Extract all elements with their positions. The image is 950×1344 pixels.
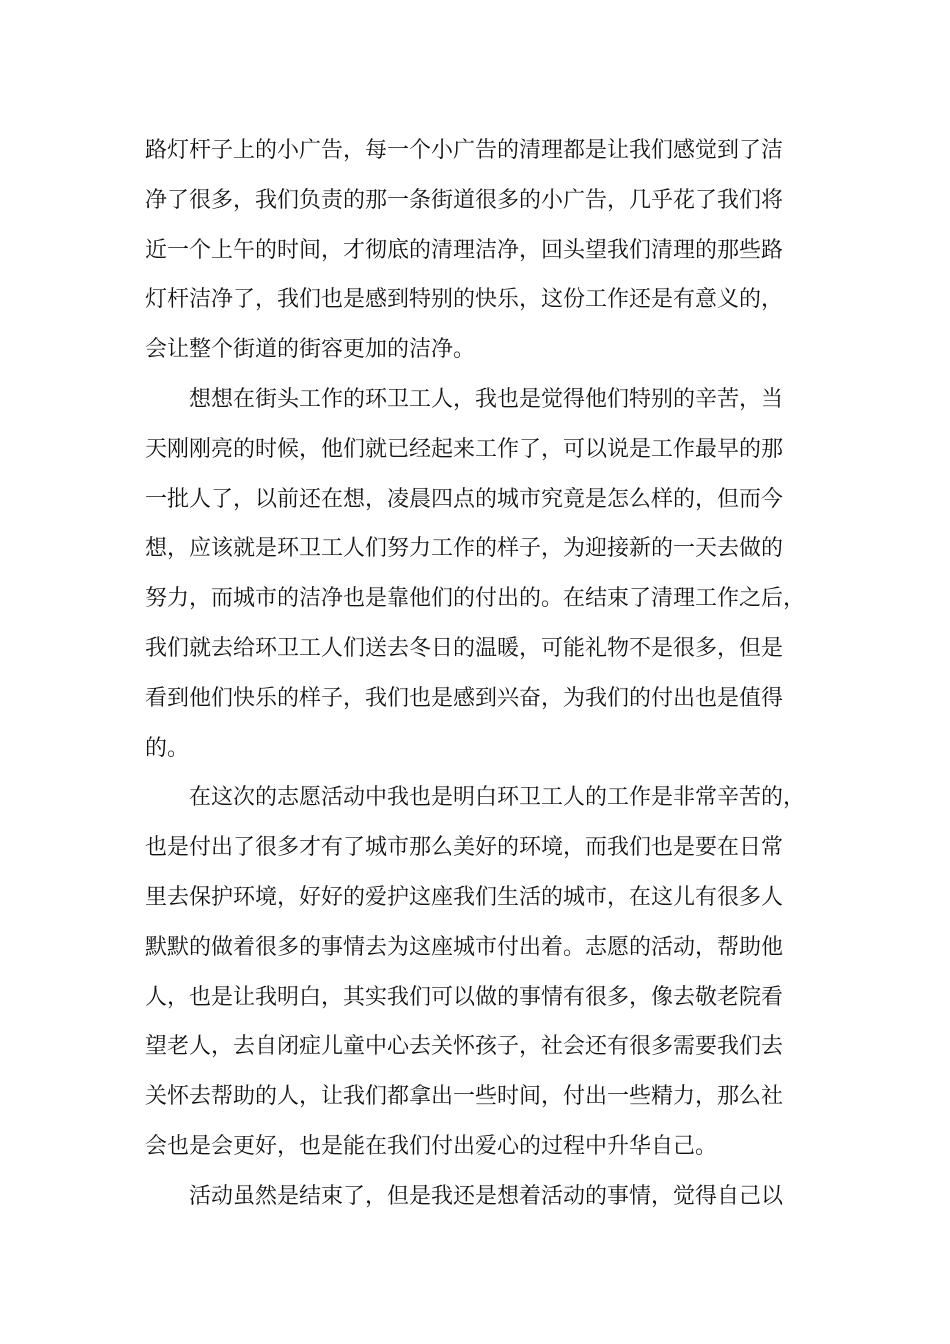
document-page <box>145 126 810 1222</box>
paragraph-2 <box>145 375 810 773</box>
text-line: 一批人了，以前还在想，凌晨四点的城市究竟是怎么样的，但而今 <box>145 486 784 512</box>
text-line: 看到他们快乐的样子，我们也是感到兴奋，为我们的付出也是值得 <box>145 685 784 711</box>
text-line: 近一个上午的时间，才彻底的清理洁净，回头望我们清理的那些路 <box>145 237 784 263</box>
text-line: 想，应该就是环卫工人们努力工作的样子，为迎接新的一天去做的 <box>145 536 784 562</box>
text-line: 想想在街头工作的环卫工人，我也是觉得他们特别的辛苦，当 <box>189 386 784 412</box>
text-line: 路灯杆子上的小广告，每一个小广告的清理都是让我们感觉到了洁 <box>145 138 784 163</box>
text-line: 在这次的志愿活动中我也是明白环卫工人的工作是非常辛苦的， <box>189 785 806 811</box>
text-line: 里去保护环境，好好的爱护这座我们生活的城市，在这儿有很多人 <box>145 884 784 910</box>
text-line: 灯杆洁净了，我们也是感到特别的快乐，这份工作还是有意义的， <box>145 287 784 313</box>
text-line: 人，也是让我明白，其实我们可以做的事情有很多，像去敬老院看 <box>145 984 784 1010</box>
text-line: 的。 <box>145 735 190 761</box>
text-line: 努力，而城市的洁净也是靠他们的付出的。在结束了清理工作之后， <box>145 586 806 612</box>
text-line: 净了很多，我们负责的那一条街道很多的小广告，几乎花了我们将 <box>145 187 784 213</box>
paragraph-1 <box>145 126 810 375</box>
paragraph-3 <box>145 773 810 1171</box>
paragraph-4 <box>145 1172 810 1222</box>
text-line: 也是付出了很多才有了城市那么美好的环境，而我们也是要在日常 <box>145 835 784 861</box>
text-line: 天刚刚亮的时候，他们就已经起来工作了，可以说是工作最早的那 <box>145 436 784 462</box>
text-line: 关怀去帮助的人，让我们都拿出一些时间，付出一些精力，那么社 <box>145 1084 784 1110</box>
text-line: 会也是会更好，也是能在我们付出爱心的过程中升华自己。 <box>145 1133 718 1159</box>
text-line: 活动虽然是结束了，但是我还是想着活动的事情，觉得自己以 <box>189 1183 784 1209</box>
text-line: 我们就去给环卫工人们送去冬日的温暖，可能礼物不是很多，但是 <box>145 635 784 661</box>
text-line: 默默的做着很多的事情去为这座城市付出着。志愿的活动，帮助他 <box>145 934 784 960</box>
text-line: 望老人，去自闭症儿童中心去关怀孩子，社会还有很多需要我们去 <box>145 1034 784 1060</box>
text-line: 会让整个街道的街容更加的洁净。 <box>145 337 476 363</box>
